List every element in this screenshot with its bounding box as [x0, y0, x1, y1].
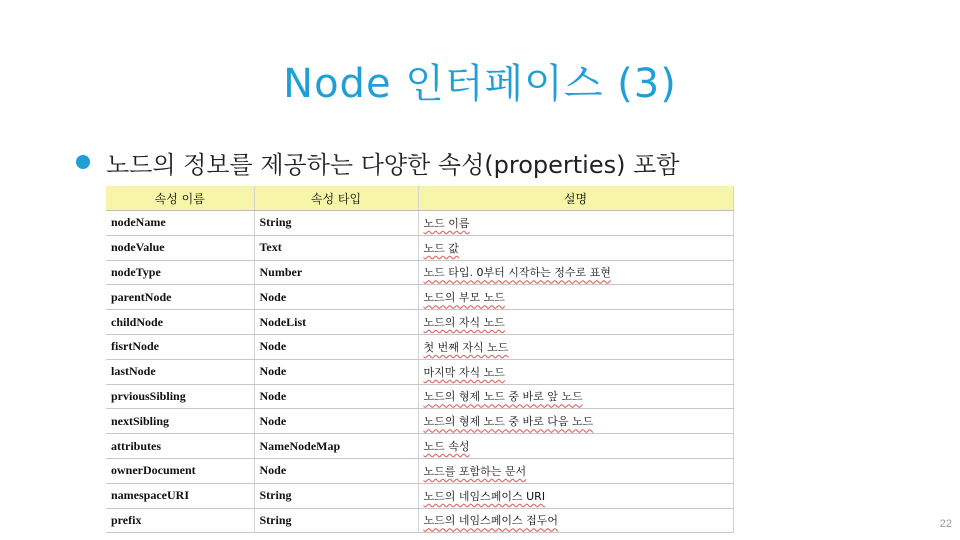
table-row [106, 211, 733, 236]
description-cell: 마지막 자식 노드 [418, 359, 733, 384]
property-name-cell: lastNode [106, 359, 254, 384]
table-row [106, 508, 733, 533]
property-type-cell: String [254, 211, 418, 236]
property-type-cell: Number [254, 260, 418, 285]
property-name-cell: namespaceURI [106, 483, 254, 508]
property-type-cell: Node [254, 409, 418, 434]
property-name-cell: fisrtNode [106, 334, 254, 359]
table-body [106, 211, 733, 533]
property-type-cell: Text [254, 235, 418, 260]
property-type-cell: NodeList [254, 310, 418, 335]
table-header-row [106, 186, 733, 211]
table-row [106, 260, 733, 285]
property-name-cell: attributes [106, 434, 254, 459]
description-cell: 노드의 네임스페이스 URI [418, 483, 733, 508]
table-row [106, 359, 733, 384]
page-number: 22 [939, 518, 952, 530]
table-row [106, 310, 733, 335]
table-row [106, 285, 733, 310]
property-name-cell: nodeValue [106, 235, 254, 260]
property-type-cell: String [254, 483, 418, 508]
header-property-name: 속성 이름 [106, 186, 254, 211]
table-row [106, 384, 733, 409]
property-type-cell: Node [254, 384, 418, 409]
description-cell: 노드의 네임스페이스 접두어 [418, 508, 733, 533]
table-row [106, 334, 733, 359]
description-cell: 노드를 포함하는 문서 [418, 458, 733, 483]
property-type-cell: String [254, 508, 418, 533]
property-type-cell: NameNodeMap [254, 434, 418, 459]
description-cell: 노드의 부모 노드 [418, 285, 733, 310]
table-row [106, 235, 733, 260]
property-name-cell: nodeType [106, 260, 254, 285]
description-cell: 노드 타입. 0부터 시작하는 정수로 표현 [418, 260, 733, 285]
bullet-icon [76, 155, 90, 169]
description-cell: 노드의 자식 노드 [418, 310, 733, 335]
description-cell: 노드 속성 [418, 434, 733, 459]
property-name-cell: prefix [106, 508, 254, 533]
property-type-cell: Node [254, 285, 418, 310]
table-row [106, 434, 733, 459]
header-property-type: 속성 타입 [254, 186, 418, 211]
description-cell: 노드 이름 [418, 211, 733, 236]
property-name-cell: parentNode [106, 285, 254, 310]
description-cell: 노드의 형제 노드 중 바로 앞 노드 [418, 384, 733, 409]
slide-title: Node 인터페이스 (3) [283, 61, 677, 107]
table-row [106, 458, 733, 483]
property-name-cell: nodeName [106, 211, 254, 236]
description-cell: 노드 값 [418, 235, 733, 260]
description-cell: 첫 번째 자식 노드 [418, 334, 733, 359]
property-name-cell: ownerDocument [106, 458, 254, 483]
description-cell: 노드의 형제 노드 중 바로 다음 노드 [418, 409, 733, 434]
properties-table [106, 186, 734, 533]
property-type-cell: Node [254, 334, 418, 359]
property-type-cell: Node [254, 359, 418, 384]
property-type-cell: Node [254, 458, 418, 483]
bullet-point [76, 142, 679, 182]
table-row [106, 483, 733, 508]
bullet-text: 노드의 정보를 제공하는 다양한 속성(properties) 포함 [106, 150, 680, 179]
header-description: 설명 [418, 186, 733, 211]
table-row [106, 409, 733, 434]
property-name-cell: childNode [106, 310, 254, 335]
property-name-cell: nextSibling [106, 409, 254, 434]
property-name-cell: prviousSibling [106, 384, 254, 409]
